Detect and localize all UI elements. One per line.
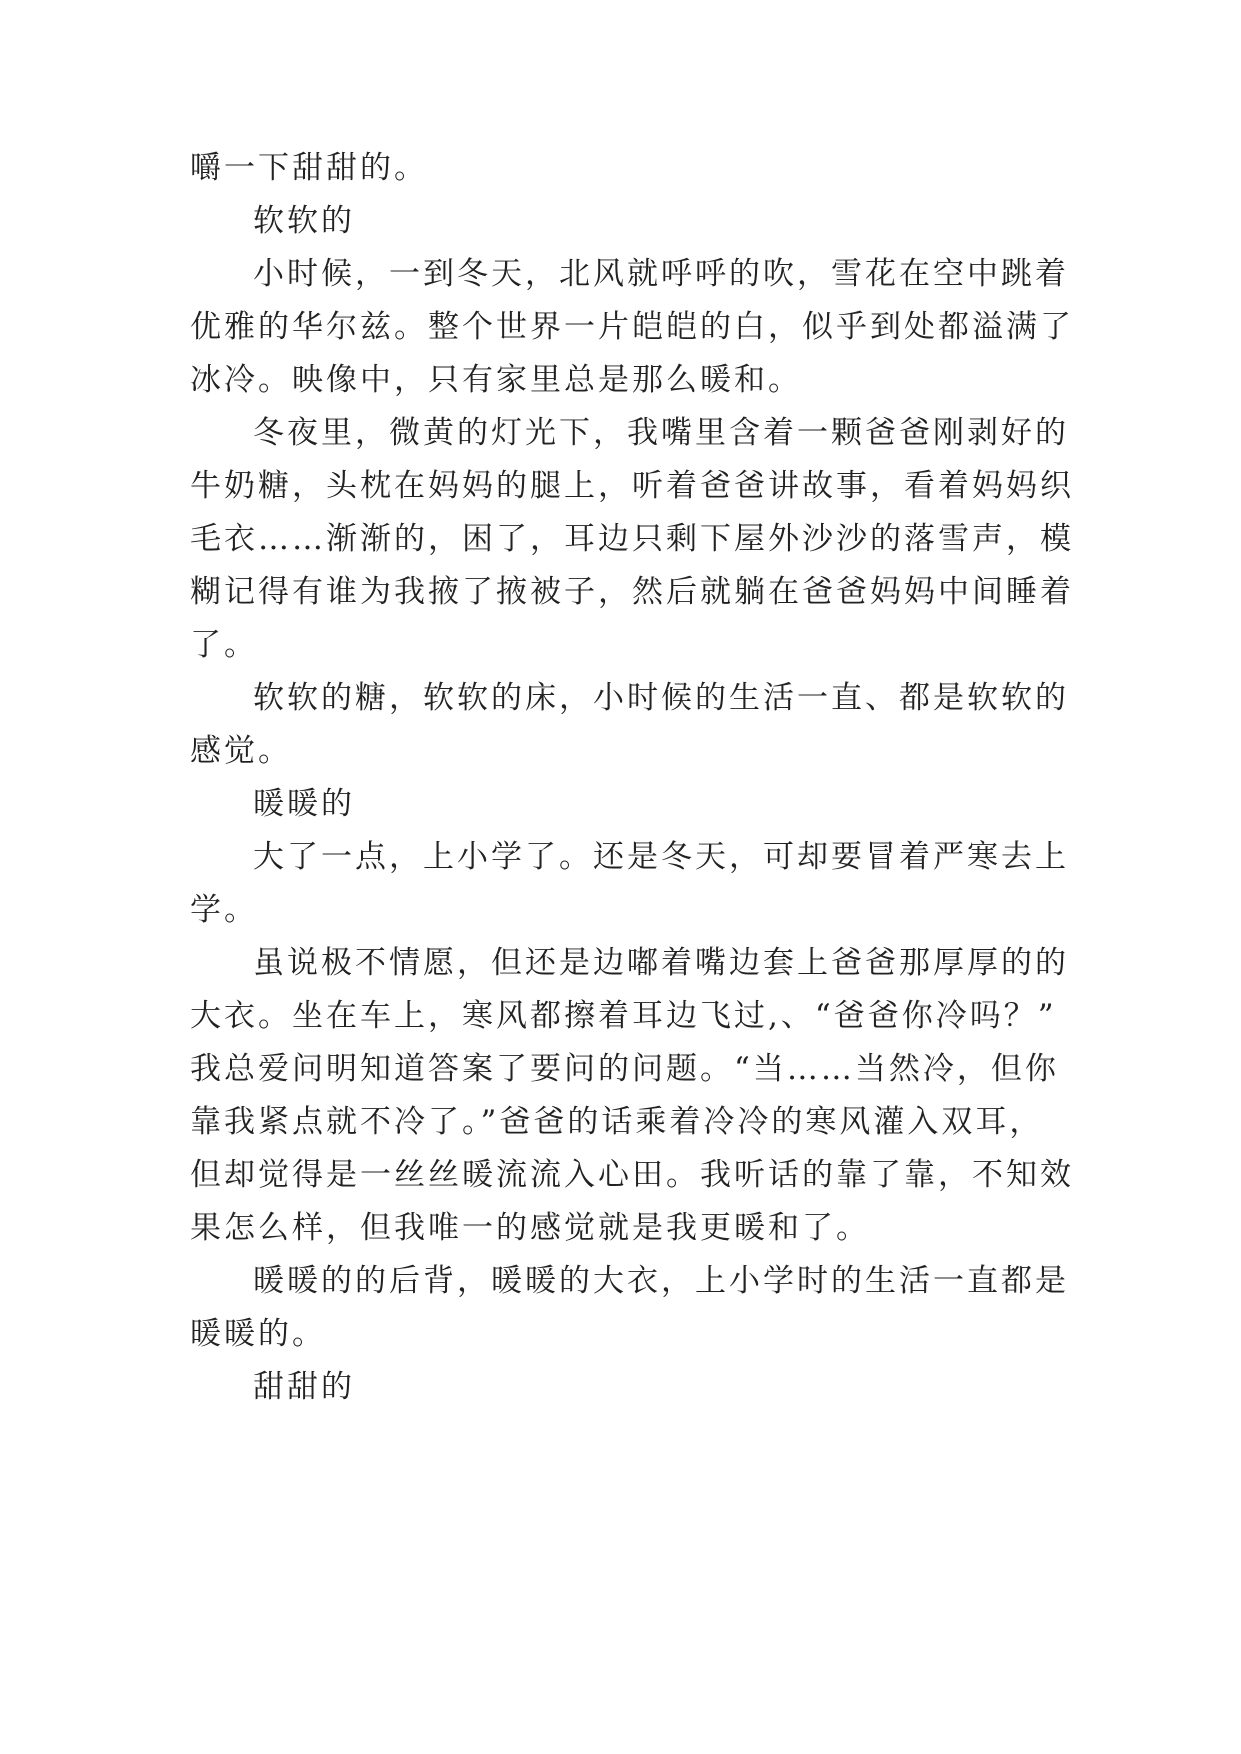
section-heading: 暖暖的 <box>253 786 355 822</box>
text-line: 优雅的华尔兹。整个世界一片皑皑的白，似乎到处都溢满了 <box>190 309 1074 345</box>
text-line: 暖暖的的后背，暖暖的大衣，上小学时的生活一直都是 <box>253 1263 1069 1299</box>
text-line: 软软的糖，软软的床，小时候的生活一直、都是软软的 <box>253 680 1069 716</box>
text-line: 毛衣……渐渐的，困了，耳边只剩下屋外沙沙的落雪声，模 <box>190 521 1074 557</box>
section-heading: 软软的 <box>253 203 355 239</box>
text-line: 果怎么样，但我唯一的感觉就是我更暖和了。 <box>190 1210 870 1246</box>
text-line: 我总爱问明知道答案了要问的问题。“当……当然冷，但你 <box>190 1051 1059 1087</box>
text-line: 虽说极不情愿，但还是边嘟着嘴边套上爸爸那厚厚的的 <box>253 945 1069 981</box>
section-heading: 甜甜的 <box>253 1369 355 1405</box>
text-line: 但却觉得是一丝丝暖流流入心田。我听话的靠了靠，不知效 <box>190 1157 1074 1193</box>
text-line: 嚼一下甜甜的。 <box>190 150 428 186</box>
text-line: 大了一点，上小学了。还是冬天，可却要冒着严寒去上 <box>253 839 1069 875</box>
text-line: 暖暖的。 <box>190 1316 326 1352</box>
text-line: 冰冷。映像中，只有家里总是那么暖和。 <box>190 362 802 398</box>
text-line: 冬夜里，微黄的灯光下，我嘴里含着一颗爸爸刚剥好的 <box>253 415 1069 451</box>
text-line: 大衣。坐在车上，寒风都擦着耳边飞过,、“爸爸你冷吗？” <box>190 998 1057 1034</box>
text-line: 了。 <box>190 627 258 663</box>
text-line: 小时候，一到冬天，北风就呼呼的吹，雪花在空中跳着 <box>253 256 1069 292</box>
text-line: 牛奶糖，头枕在妈妈的腿上，听着爸爸讲故事，看着妈妈织 <box>190 468 1074 504</box>
text-line: 学。 <box>190 892 258 928</box>
text-line: 靠我紧点就不冷了。”爸爸的话乘着冷冷的寒风灌入双耳， <box>190 1104 1044 1140</box>
text-line: 糊记得有谁为我掖了掖被子，然后就躺在爸爸妈妈中间睡着 <box>190 574 1074 610</box>
text-line: 感觉。 <box>190 733 292 769</box>
